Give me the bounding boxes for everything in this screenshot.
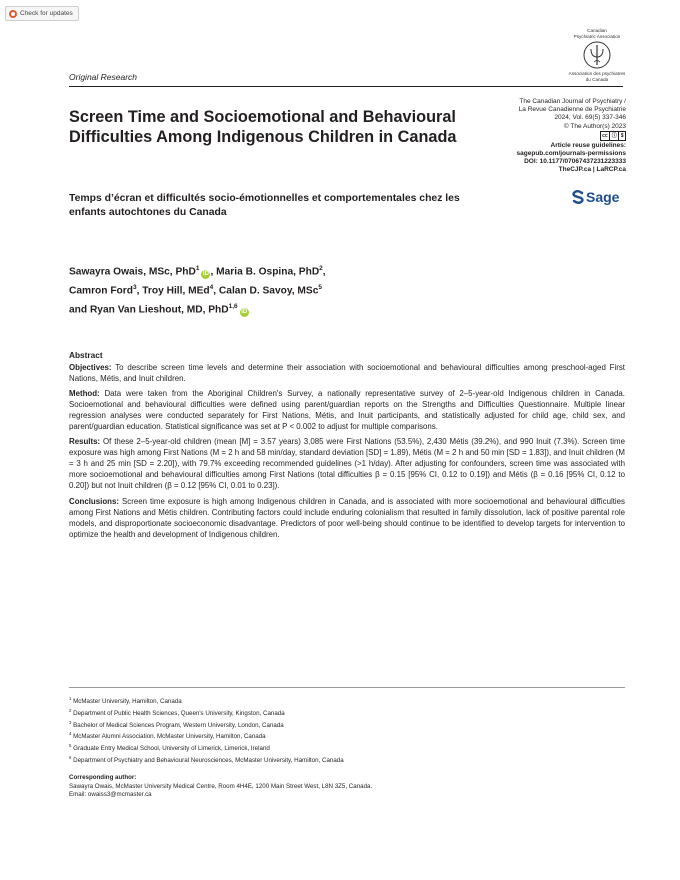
- sage-s-icon: [572, 190, 584, 204]
- author-name: Calan D. Savoy, MSc: [218, 285, 319, 297]
- abstract-objectives: [69, 362, 625, 384]
- creative-commons-icon: cc ⓘ $: [600, 131, 626, 141]
- author-name: Ryan Van Lieshout, MD, PhD: [89, 303, 229, 315]
- journal-info: [468, 98, 626, 175]
- article-subtitle-french: Temps d’écran et difficultés socio-émotionnelles et comportementales chez les enfants autochtones du Canada: [69, 193, 460, 218]
- affiliation-item: [69, 730, 625, 742]
- author-separator: ,: [322, 266, 326, 278]
- sage-logo: [572, 189, 619, 205]
- cpa-logo-bottom-line-2: du Canada: [585, 76, 609, 82]
- affiliation-item: [69, 742, 625, 754]
- abstract-heading: Abstract: [69, 350, 103, 360]
- affiliation-item: [69, 754, 625, 766]
- affiliation-text: Department of Psychiatry and Behavioural Neurosciences, McMaster University, Hamilton, Canada: [73, 756, 344, 764]
- journal-name-en: The Canadian Journal of Psychiatry /: [519, 98, 626, 105]
- abstract-method-text: Data were taken from the Aboriginal Children's Survey, a nationally representative survey of 2–5-year-old Indigenous children in Canada. Socioemotional and behavioural difficulties were defined using parent/guardian reports on the Strengths and Difficulties Questionnaire. Multiple linear regression analyses were conducted separately for First Nations, Métis, and Inuit participants, and statistically adjusted for child age, child sex, and parent/guardian education. Statistical significance was set at P < 0.002 to adjust for multiple comparisons.: [69, 389, 625, 432]
- affiliation-text: Graduate Entry Medical School, University of Limerick, Limerick, Ireland: [73, 745, 270, 753]
- sage-wordmark: Sage: [586, 189, 620, 205]
- author-name: Sawayra Owais, MSc, PhD: [69, 266, 196, 278]
- orcid-icon[interactable]: iD: [241, 308, 248, 315]
- cpa-logo-top-line-2: Psychiatric Association: [573, 33, 621, 39]
- corresponding-author-label: Corresponding author:: [69, 774, 137, 781]
- reuse-guidelines-label: Article reuse guidelines:: [550, 141, 626, 149]
- affiliation-text: Bachelor of Medical Sciences Program, Western University, London, Canada: [73, 721, 284, 729]
- journal-name-fr: La Revue Canadienne de Psychiatrie: [518, 106, 626, 114]
- check-for-updates-button[interactable]: [5, 6, 79, 21]
- check-for-updates-label: Check for updates: [20, 10, 73, 17]
- cpa-emblem-icon: [582, 40, 612, 70]
- header-divider: [69, 86, 623, 87]
- abstract-results-text: Of these 2–5-year-old children (mean [M] = 3.57 years) 3,085 were First Nations (53.5%), 2,430 Métis (39.2%), and 990 Inuit (7.3%). Screen time exposure was high among First Nations (M = 2 h and 58 min/day, standard deviation [SD] = 1.89), Métis (M = 2 h and 50 min [SD = 1.83]), and Inuit children (M = 3 h and 25 min [SD = 2.20]), with 79.7% exceeding recommended guidelines (>1 h/day). After adjusting for confounders, screen time was associated with more socioemotional and behavioural difficulties among First Nations (total difficulties β = 0.15 [95% CI, 0.12 to 0.19]) and Métis (β = 0.16 [95% CI, 0.12 to 0.20]) but not Inuit children (β = 0.12 [95% CI, 0.01 to 0.23]).: [69, 437, 625, 491]
- affiliation-text: McMaster University, Hamilton, Canada: [73, 698, 182, 706]
- reuse-guidelines-link[interactable]: sagepub.com/journals-permissions: [516, 150, 626, 158]
- affiliation-sup: 2: [69, 707, 72, 713]
- corresponding-author: [69, 774, 625, 800]
- footer-divider: [69, 687, 625, 688]
- author-separator: ,: [136, 285, 143, 297]
- affiliation-item: [69, 719, 625, 731]
- author-affiliation-sup: 3: [132, 283, 137, 291]
- abstract-method-label: Method:: [69, 389, 100, 399]
- abstract-conclusions: [69, 496, 625, 540]
- author-affiliation-sup: 1: [195, 265, 200, 272]
- journal-copyright: © The Author(s) 2023: [563, 122, 626, 130]
- abstract: [69, 350, 625, 544]
- author-affiliation-sup: 1,6: [228, 302, 238, 310]
- affiliation-sup: 4: [69, 731, 72, 737]
- cpa-logo-top-line-1: Canadian: [587, 28, 607, 33]
- author-separator: ,: [210, 266, 217, 278]
- abstract-objectives-text: To describe screen time levels and determine their association with socioemotional and behavioural difficulties among preschool-aged First Nations, Métis, and Inuit children.: [69, 363, 625, 383]
- author-separator: ,: [213, 285, 219, 297]
- update-icon: [9, 10, 17, 18]
- article-title: Screen Time and Socioemotional and Behavioural Difficulties Among Indigenous Children in Canada: [69, 108, 457, 147]
- affiliation-item: [69, 695, 625, 707]
- journal-volume: 2024, Vol. 69(5) 337-346: [554, 114, 626, 122]
- affiliation-sup: 3: [69, 719, 72, 725]
- cpa-logo: [560, 28, 634, 82]
- abstract-conclusions-text: Screen time exposure is high among Indigenous children in Canada, and is associated with more socioemotional and behavioural difficulties among First Nations and Métis children. Contributing factors could include enduring colonialism that resulted in family dissolution, lack of positive parental role models, and disproportionate socioeconomic disadvantage. Predictors of poor well-being should continue to be identified to develop targets for intervention to optimize the health and development of Indigenous children.: [69, 496, 625, 539]
- abstract-conclusions-label: Conclusions:: [69, 496, 119, 506]
- author-name: Maria B. Ospina, PhD: [216, 266, 320, 278]
- affiliation-item: [69, 707, 625, 719]
- author-name: Troy Hill, MEd: [142, 285, 210, 297]
- orcid-icon[interactable]: iD: [202, 271, 209, 278]
- affiliation-sup: 1: [69, 696, 72, 701]
- author-affiliation-sup: 4: [209, 283, 214, 291]
- journal-sites[interactable]: TheCJP.ca | LaRCP.ca: [558, 166, 626, 174]
- abstract-method: [69, 388, 625, 432]
- corresponding-author-address: Sawayra Owais, McMaster University Medical Centre, Room 4H4E, 1200 Main Street West, L8N 3Z5, Canada.: [69, 782, 373, 790]
- corresponding-author-email[interactable]: Email: owaiss3@mcmaster.ca: [69, 791, 152, 798]
- author-list: [69, 261, 489, 317]
- author-and: and: [69, 303, 90, 315]
- affiliations: [69, 695, 625, 766]
- abstract-results-label: Results:: [69, 437, 101, 447]
- affiliation-text: Department of Public Health Sciences, Queen's University, Kingston, Canada: [73, 709, 285, 717]
- abstract-objectives-label: Objectives:: [69, 363, 112, 372]
- doi[interactable]: DOI: 10.1177/07067437231223333: [524, 158, 626, 166]
- affiliation-sup: 6: [69, 754, 72, 760]
- affiliation-text: McMaster Alumni Association, McMaster University, Hamilton, Canada: [73, 733, 266, 741]
- cpa-logo-bottom-line-1: Association des psychiatres: [568, 71, 626, 76]
- author-affiliation-sup: 5: [318, 283, 323, 291]
- section-label: Original Research: [69, 72, 138, 82]
- author-affiliation-sup: 2: [319, 265, 323, 272]
- affiliation-sup: 5: [69, 743, 72, 749]
- author-name: Camron Ford: [69, 285, 133, 297]
- abstract-results: [69, 436, 625, 491]
